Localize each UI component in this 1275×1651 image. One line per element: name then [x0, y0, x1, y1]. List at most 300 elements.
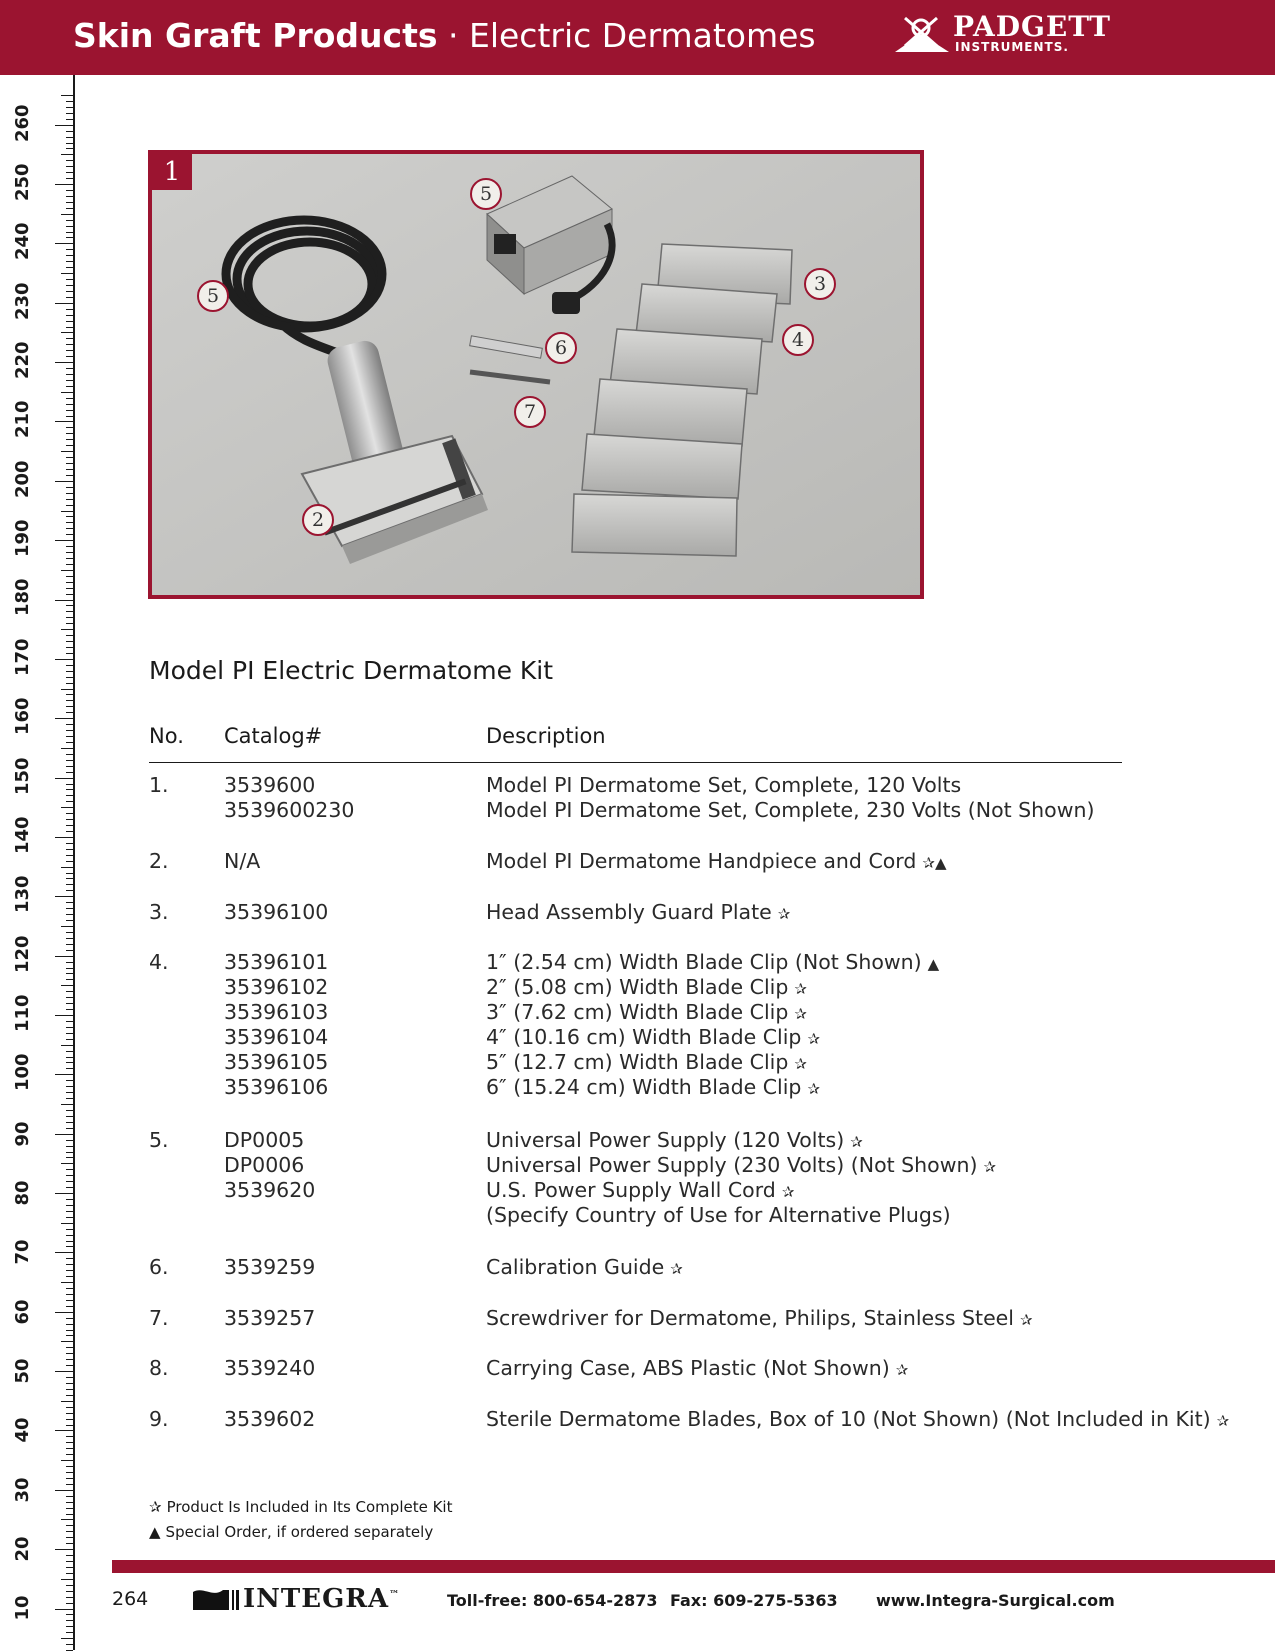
padgett-logo [893, 10, 1123, 56]
ruler-tick [66, 1407, 73, 1408]
ruler-tick [66, 160, 73, 161]
ruler-tick [66, 190, 73, 191]
description-line [486, 849, 1206, 874]
ruler-tick [66, 1318, 73, 1319]
ruler-tick [55, 421, 73, 422]
description-text: Model PI Dermatome Set, Complete, 120 Volts [486, 773, 962, 797]
column-header-description: Description [486, 724, 606, 748]
ruler-tick [66, 380, 73, 381]
ruler-tick [66, 1478, 73, 1479]
ruler-label: 130 [12, 875, 33, 914]
ruler-tick [55, 659, 73, 660]
ruler-tick [61, 1579, 73, 1580]
ruler-tick [61, 332, 73, 333]
ruler-tick [66, 1080, 73, 1081]
footer-bar [112, 1560, 1275, 1573]
ruler-tick [66, 617, 73, 618]
ruler-tick [66, 1419, 73, 1420]
ruler-tick [66, 1626, 73, 1627]
ruler-tick [66, 1294, 73, 1295]
ruler-tick [66, 1235, 73, 1236]
ruler-tick [66, 588, 73, 589]
ruler-tick [55, 362, 73, 363]
ruler-tick [66, 416, 73, 417]
ruler-tick [66, 665, 73, 666]
catalog-number: 3539620 [224, 1178, 316, 1202]
ruler-tick [66, 784, 73, 785]
ruler-tick [66, 1335, 73, 1336]
table-row [149, 1356, 1199, 1382]
item-number: 8. [149, 1356, 169, 1380]
ruler-tick [66, 226, 73, 227]
ruler-tick [66, 1062, 73, 1063]
ruler-tick [66, 1591, 73, 1592]
description-text: 1″ (2.54 cm) Width Blade Clip (Not Shown) [486, 950, 922, 974]
ruler-tick [61, 451, 73, 452]
ruler-tick [66, 1330, 73, 1331]
ruler-tick [66, 766, 73, 767]
ruler-tick [66, 101, 73, 102]
callout-6: 6 [545, 332, 577, 364]
ruler-tick [66, 1258, 73, 1259]
ruler-tick [66, 1246, 73, 1247]
callout-7: 7 [514, 396, 546, 428]
ruler-tick [66, 1128, 73, 1129]
column-header-no: No. [149, 724, 184, 748]
integra-logo [191, 1584, 401, 1614]
ruler-tick [66, 113, 73, 114]
ruler-tick [61, 1045, 73, 1046]
ruler-label: 140 [12, 816, 33, 854]
item-number: 4. [149, 950, 169, 974]
table-row [149, 900, 1199, 926]
ruler-label: 220 [12, 341, 33, 380]
ruler-tick [66, 1021, 73, 1022]
ruler-tick [66, 950, 73, 951]
ruler-tick [66, 1039, 73, 1040]
ruler-tick [66, 261, 73, 262]
ruler-tick [66, 1472, 73, 1473]
description-text: 6″ (15.24 cm) Width Blade Clip [486, 1075, 802, 1099]
ruler-tick [66, 1169, 73, 1170]
ruler-tick [66, 469, 73, 470]
ruler-tick [55, 718, 73, 719]
title-separator: · [447, 16, 459, 55]
catalog-number: 35396103 [224, 1000, 329, 1024]
ruler-label: 190 [12, 519, 33, 558]
ruler-tick [66, 1466, 73, 1467]
ruler-label: 180 [12, 578, 33, 617]
description-line [486, 950, 1206, 975]
catalog-number: 35396100 [224, 899, 329, 924]
description-text: Model PI Dermatome Set, Complete, 230 Volts (Not Shown) [486, 798, 1095, 822]
ruler-tick [61, 273, 73, 274]
ruler-tick [66, 576, 73, 577]
ruler-tick [66, 1270, 73, 1271]
ruler-tick [66, 1585, 73, 1586]
description-text: Carrying Case, ABS Plastic (Not Shown) [486, 1356, 890, 1380]
ruler-tick [66, 558, 73, 559]
catalog-cell [224, 849, 464, 874]
ruler-tick [55, 481, 73, 482]
ruler-tick [66, 801, 73, 802]
ruler-tick [66, 1603, 73, 1604]
ruler-tick [66, 1573, 73, 1574]
header-rule [149, 762, 1122, 763]
ruler-tick [66, 908, 73, 909]
availability-symbol-icon: ✰ [777, 904, 791, 923]
catalog-cell [224, 1306, 464, 1331]
ruler-tick [66, 427, 73, 428]
ruler-tick [66, 914, 73, 915]
availability-symbol-icon: ✰▲ [922, 854, 947, 872]
ruler-label: 20 [12, 1536, 33, 1562]
ruler-label: 100 [12, 1053, 33, 1092]
callout-4: 4 [782, 324, 814, 356]
ruler-tick [66, 831, 73, 832]
description-cell [486, 1356, 1206, 1381]
ruler-tick [66, 724, 73, 725]
description-line [486, 1025, 1206, 1050]
ruler-tick [66, 760, 73, 761]
description-text: Model PI Dermatome Handpiece and Cord [486, 849, 917, 873]
ruler-tick [66, 813, 73, 814]
ruler-tick [61, 926, 73, 927]
ruler-tick [66, 309, 73, 310]
ruler-tick [55, 1549, 73, 1550]
item-number: 7. [149, 1305, 169, 1330]
ruler-tick [55, 184, 73, 185]
kit-title: Model PI Electric Dermatome Kit [149, 656, 554, 685]
ruler-tick [66, 1187, 73, 1188]
ruler-tick [66, 404, 73, 405]
ruler-label: 120 [12, 935, 33, 973]
ruler-tick [66, 350, 73, 351]
ruler-tick [66, 505, 73, 506]
column-header-catalog: Catalog# [224, 724, 323, 748]
ruler-tick [66, 1003, 73, 1004]
ruler-tick [66, 220, 73, 221]
ruler-tick [66, 1027, 73, 1028]
ruler-tick [66, 1365, 73, 1366]
ruler-tick [66, 131, 73, 132]
ruler-tick [66, 700, 73, 701]
ruler-tick [66, 991, 73, 992]
ruler-tick [66, 1614, 73, 1615]
ruler-tick [66, 499, 73, 500]
ruler-tick [66, 641, 73, 642]
catalog-number: 3539240 [224, 1356, 316, 1380]
ruler-tick [66, 884, 73, 885]
ruler-tick [66, 1442, 73, 1443]
ruler-tick [66, 1448, 73, 1449]
description-line [486, 900, 1206, 925]
description-cell [486, 900, 1206, 925]
ruler-label: 260 [12, 104, 33, 142]
catalog-number: 3539600230 [224, 798, 355, 822]
ruler-tick [66, 148, 73, 149]
ruler-tick [66, 1098, 73, 1099]
item-number: 9. [149, 1406, 169, 1431]
callout-3: 3 [804, 268, 836, 300]
description-line [486, 1153, 1206, 1178]
ruler-tick [66, 1359, 73, 1360]
table-row [149, 849, 1199, 875]
ruler-tick [66, 1597, 73, 1598]
ruler-tick [55, 125, 73, 126]
ruler-tick [55, 1609, 73, 1610]
ruler-tick [66, 902, 73, 903]
legend-item [149, 1520, 452, 1545]
description-text: 4″ (10.16 cm) Width Blade Clip [486, 1025, 802, 1049]
availability-symbol-icon: ✰ [850, 1133, 863, 1151]
ruler-tick [61, 985, 73, 986]
ruler-tick [55, 896, 73, 897]
ruler-tick [61, 807, 73, 808]
description-line [486, 975, 1206, 1000]
legend-item [149, 1495, 452, 1520]
ruler-tick [66, 297, 73, 298]
ruler-tick [66, 873, 73, 874]
callout-2: 2 [302, 504, 334, 536]
ruler-tick [66, 196, 73, 197]
ruler-tick [66, 1068, 73, 1069]
ruler-line [73, 75, 75, 1650]
description-line [486, 1128, 1206, 1153]
ruler-label: 230 [12, 282, 33, 320]
ruler-tick [66, 1389, 73, 1390]
title-subcategory: Electric Dermatomes [468, 16, 816, 55]
ruler-tick [66, 1454, 73, 1455]
ruler-tick [66, 267, 73, 268]
ruler-tick [66, 653, 73, 654]
ruler-tick [61, 867, 73, 868]
ruler-tick [66, 1009, 73, 1010]
ruler-tick [66, 463, 73, 464]
trademark-mark: ™ [389, 1589, 401, 1601]
ruler-tick [55, 778, 73, 779]
ruler-tick [66, 1033, 73, 1034]
integra-wave-icon [191, 1584, 241, 1614]
title-category: Skin Graft Products [73, 16, 438, 55]
ruler-tick [66, 594, 73, 595]
table-row [149, 1406, 1230, 1433]
ruler-tick [66, 1110, 73, 1111]
ruler-tick [55, 1371, 73, 1372]
description-text: 2″ (5.08 cm) Width Blade Clip [486, 975, 789, 999]
ruler-tick [66, 564, 73, 565]
ruler-label: 10 [12, 1595, 33, 1621]
description-text: Sterile Dermatome Blades, Box of 10 (Not Shown) (Not Included in Kit) [486, 1406, 1211, 1431]
ruler-tick [55, 243, 73, 244]
ruler-tick [66, 398, 73, 399]
ruler-tick [61, 214, 73, 215]
catalog-number: 35396106 [224, 1075, 329, 1099]
ruler-tick [66, 623, 73, 624]
ruler-tick [66, 1306, 73, 1307]
ruler-tick [66, 137, 73, 138]
ruler-tick [66, 694, 73, 695]
ruler-tick [66, 166, 73, 167]
ruler-tick [66, 457, 73, 458]
ruler-label: 250 [12, 163, 33, 202]
table-row [149, 1255, 1199, 1281]
description-line [486, 1356, 1206, 1381]
ruler-tick [55, 956, 73, 957]
ruler-label: 90 [12, 1121, 33, 1147]
ruler-tick [66, 1181, 73, 1182]
ruler-tick [66, 1276, 73, 1277]
table-row [149, 773, 1199, 824]
ruler-tick [66, 932, 73, 933]
ruler-tick [66, 249, 73, 250]
ruler-tick [66, 1353, 73, 1354]
description-text: Calibration Guide [486, 1255, 665, 1279]
ruler-tick [66, 1383, 73, 1384]
catalog-number: 35396105 [224, 1050, 329, 1074]
ruler-tick [66, 433, 73, 434]
ruler-tick [66, 178, 73, 179]
ruler-tick [66, 1146, 73, 1147]
ruler-tick [66, 386, 73, 387]
side-ruler [0, 75, 76, 1650]
description-text: Universal Power Supply (230 Volts) (Not Shown) [486, 1153, 978, 1177]
description-line [486, 1050, 1206, 1075]
ruler-tick [66, 635, 73, 636]
website-link[interactable]: www.Integra-Surgical.com [876, 1591, 1115, 1610]
ruler-tick [61, 154, 73, 155]
ruler-tick [66, 1567, 73, 1568]
ruler-tick [55, 600, 73, 601]
ruler-tick [66, 730, 73, 731]
description-text: 3″ (7.62 cm) Width Blade Clip [486, 1000, 789, 1024]
ruler-tick [66, 683, 73, 684]
availability-symbol-icon: ✰ [794, 1005, 807, 1023]
catalog-number: 3539602 [224, 1406, 316, 1431]
catalog-cell [224, 1356, 464, 1381]
symbol-legend [149, 1495, 452, 1545]
ruler-tick [66, 1561, 73, 1562]
description-cell [486, 849, 1206, 874]
ruler-tick [66, 1241, 73, 1242]
ruler-label: 150 [12, 756, 33, 795]
brand-text: INTEGRA [243, 1584, 390, 1614]
legend-text: Special Order, if ordered separately [165, 1523, 434, 1541]
ruler-tick [66, 962, 73, 963]
padgett-emblem-icon [893, 16, 955, 56]
ruler-tick [66, 439, 73, 440]
ruler-tick [66, 1157, 73, 1158]
ruler-tick [61, 392, 73, 393]
ruler-tick [55, 303, 73, 304]
ruler-tick [66, 938, 73, 939]
integra-brand [243, 1584, 400, 1614]
ruler-tick [61, 748, 73, 749]
page-number: 264 [112, 1588, 149, 1610]
ruler-tick [66, 285, 73, 286]
catalog-number: 3539257 [224, 1305, 316, 1330]
ruler-tick [61, 1519, 73, 1520]
ruler-tick [66, 706, 73, 707]
ruler-tick [66, 920, 73, 921]
ruler-tick [66, 825, 73, 826]
ruler-tick [66, 611, 73, 612]
ruler-tick [66, 997, 73, 998]
ruler-label: 160 [12, 697, 33, 736]
ruler-tick [55, 1252, 73, 1253]
ruler-tick [66, 1152, 73, 1153]
catalog-cell [224, 1255, 464, 1280]
ruler-label: 80 [12, 1180, 33, 1206]
ruler-tick [66, 789, 73, 790]
ruler-tick [66, 819, 73, 820]
catalog-number: DP0006 [224, 1153, 305, 1177]
ruler-tick [66, 1199, 73, 1200]
ruler-tick [66, 445, 73, 446]
ruler-tick [66, 1555, 73, 1556]
ruler-tick [66, 677, 73, 678]
description-cell [486, 1128, 1206, 1228]
ruler-tick [66, 1324, 73, 1325]
ruler-tick [66, 552, 73, 553]
ruler-tick [66, 772, 73, 773]
page-header [0, 0, 1275, 75]
ruler-tick [66, 1644, 73, 1645]
ruler-label: 110 [12, 994, 33, 1032]
ruler-tick [66, 546, 73, 547]
ruler-tick [66, 878, 73, 879]
page-title [73, 16, 816, 55]
ruler-tick [66, 890, 73, 891]
ruler-tick [66, 1632, 73, 1633]
ruler-tick [66, 1531, 73, 1532]
ruler-label: 240 [12, 222, 33, 261]
ruler-tick [66, 1436, 73, 1437]
availability-symbol-icon: ✰ [781, 1183, 795, 1201]
table-row [149, 950, 1199, 1103]
item-number: 5. [149, 1128, 169, 1152]
ruler-tick [55, 540, 73, 541]
dermatome-kit-illustration [152, 154, 920, 595]
ruler-tick [66, 1543, 73, 1544]
logo-subtitle: INSTRUMENTS. [955, 40, 1069, 54]
availability-symbol-icon: ✰ [895, 1361, 909, 1379]
ruler-tick [66, 1092, 73, 1093]
availability-symbol-icon: ✰ [1216, 1411, 1230, 1430]
ruler-label: 170 [12, 638, 33, 676]
ruler-tick [66, 534, 73, 535]
description-line [486, 1306, 1206, 1331]
ruler-tick [66, 855, 73, 856]
ruler-tick [66, 1086, 73, 1087]
ruler-tick [66, 1175, 73, 1176]
ruler-tick [66, 143, 73, 144]
legend-symbol-icon: ✰ [149, 1498, 162, 1516]
logo-name: PADGETT [953, 10, 1111, 43]
ruler-tick [66, 605, 73, 606]
ruler-tick [55, 1312, 73, 1313]
ruler-tick [61, 1163, 73, 1164]
ruler-tick [66, 1116, 73, 1117]
catalog-cell [224, 773, 464, 823]
description-text: Head Assembly Guard Plate [486, 899, 772, 924]
catalog-cell [224, 1407, 464, 1432]
callout-5-cord: 5 [197, 280, 229, 312]
catalog-number: N/A [224, 849, 261, 873]
ruler-tick [66, 356, 73, 357]
ruler-tick [55, 1430, 73, 1431]
item-number: 3. [149, 899, 169, 924]
